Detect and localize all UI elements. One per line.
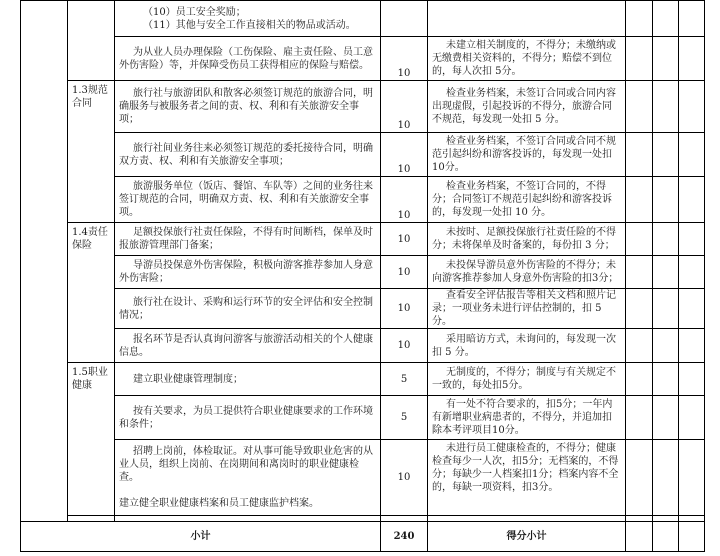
blank-cell: [653, 177, 679, 223]
blank-cell: [679, 396, 705, 440]
blank-cell: [653, 396, 679, 440]
blank-cell: [679, 522, 705, 552]
blank-cell: [626, 256, 653, 289]
score-cell: 10: [381, 329, 428, 363]
criteria-cell: 旅游服务单位（饭店、餐馆、车队等）之间的业务往来签订规范的合同，明确双方责、权、利和有关旅游安全事项。: [115, 177, 381, 223]
blank-cell: [626, 81, 653, 133]
method-cell: 检查业务档案，不签订合同或合同不规范引起纠纷和游客投诉的，每发现一处扣10分。: [428, 133, 626, 177]
blank-cell: [679, 256, 705, 289]
blank-cell: [626, 223, 653, 256]
blank-cell: [626, 177, 653, 223]
table-row: [21, 133, 705, 177]
method-cell: 未投保导游员意外伤害险的不得分；未向游客推荐参加人身意外伤害险的扣3分；: [428, 256, 626, 289]
method-cell: 未进行员工健康检查的，不得分；健康检查每少一人次，扣5分；无档案的，不得分；每缺少一人档案扣1分；档案内容不全的，每缺一项资料，扣3分。: [428, 440, 626, 516]
blank-cell: [653, 329, 679, 363]
table-row: [21, 177, 705, 223]
criteria-cell: 为从业人员办理保险（工伤保险、雇主责任险、员工意外伤害险）等，并保障受伤员工获得相应的保险与赔偿。: [115, 37, 381, 81]
blank-cell: [626, 37, 653, 81]
subtotal-score: 240: [381, 522, 428, 552]
blank-cell: [679, 37, 705, 81]
safety-evaluation-table: [20, 0, 705, 552]
criteria-cell: 招聘上岗前，体检取证。对从事可能导致职业危害的从业人员，组织上岗前、在岗期间和离岗时的职业健康检查。 建立健全职业健康档案和员工健康监护档案。: [115, 440, 381, 516]
blank-cell: [653, 223, 679, 256]
criteria-cell: 旅行社与旅游团队和散客必须签订规范的旅游合同，明确服务与被服务者之间的责、权、利和有关旅游安全事项；: [115, 81, 381, 133]
table-row: [21, 396, 705, 440]
score-cell: [381, 1, 428, 37]
criteria-cell: 建立职业健康管理制度；: [115, 363, 381, 396]
table-row: [21, 81, 705, 133]
blank-cell: [626, 396, 653, 440]
blank-cell: [626, 363, 653, 396]
blank-cell: [653, 1, 679, 37]
blank-cell: [679, 440, 705, 516]
table-row: [21, 329, 705, 363]
blank-cell: [679, 133, 705, 177]
blank-cell: [653, 440, 679, 516]
section-cell: 1.4责任保险: [68, 223, 115, 363]
blank-cell: [679, 1, 705, 37]
table-row: [21, 363, 705, 396]
criteria-cell: 旅行社间业务往来必须签订规范的委托接待合同，明确双方责、权、利和有关旅游安全事项；: [115, 133, 381, 177]
score-cell: 10: [381, 440, 428, 516]
criteria-cell: 报名环节是否认真询问游客与旅游活动相关的个人健康信息。: [115, 329, 381, 363]
criteria-cell: 旅行社在设计、采购和运行环节的安全评估和安全控制情况；: [115, 289, 381, 329]
method-cell: 查看安全评估报告等相关文档和照片记录；一项业务未进行评估控制的，扣 5 分。: [428, 289, 626, 329]
blank-cell: [679, 329, 705, 363]
criteria-cell: 足额投保旅行社责任保险，不得有时间断档，保单及时报旅游管理部门备案；: [115, 223, 381, 256]
subtotal-row: [21, 522, 705, 552]
criteria-cell: 导游员投保意外伤害保险，积极向游客推荐参加人身意外伤害险；: [115, 256, 381, 289]
blank-cell: [679, 363, 705, 396]
criteria-cell: （10）员工安全奖励； （11）其他与安全工作直接相关的物品或活动。: [115, 1, 381, 37]
blank-cell: [653, 81, 679, 133]
score-cell: 10: [381, 177, 428, 223]
blank-cell: [653, 256, 679, 289]
table-row: [21, 1, 705, 37]
blank-cell: [653, 522, 679, 552]
blank-cell: [679, 289, 705, 329]
score-cell: 10: [381, 289, 428, 329]
table-row: [21, 37, 705, 81]
method-cell: 未建立相关制度的，不得分；未缴纳或无缴费相关资料的，不得分；赔偿不到位的，每人次扣 5分。: [428, 37, 626, 81]
score-cell: 10: [381, 223, 428, 256]
blank-cell: [679, 177, 705, 223]
category-cell: [21, 1, 68, 522]
blank-cell: [626, 133, 653, 177]
subtotal-label: 小计: [21, 522, 381, 552]
method-cell: 检查业务档案，不签订合同的，不得分；合同签订不规范引起纠纷和游客投诉的，每发现一处扣 10 分。: [428, 177, 626, 223]
blank-cell: [626, 1, 653, 37]
section-cell: 1.5职业健康: [68, 363, 115, 516]
score-cell: 10: [381, 133, 428, 177]
table-row: [21, 289, 705, 329]
score-cell: 5: [381, 396, 428, 440]
blank-cell: [626, 329, 653, 363]
method-cell: 采用暗访方式，未询问的，每发现一次扣 5 分。: [428, 329, 626, 363]
blank-cell: [679, 223, 705, 256]
score-cell: 5: [381, 363, 428, 396]
blank-cell: [626, 440, 653, 516]
table-row: [21, 256, 705, 289]
section-cell: 1.3规范合同: [68, 81, 115, 223]
blank-cell: [626, 522, 653, 552]
section-cell: [68, 1, 115, 81]
method-cell: 有一处不符合要求的，扣5分；一年内有新增职业病患者的，不得分，并追加扣除本考评项目10分。: [428, 396, 626, 440]
method-cell: 未按时、足额投保旅行社责任险的不得分；未将保单及时备案的，每份扣 3 分；: [428, 223, 626, 256]
table-row: [21, 440, 705, 516]
score-cell: 10: [381, 81, 428, 133]
blank-cell: [653, 363, 679, 396]
blank-cell: [626, 289, 653, 329]
method-cell: [428, 1, 626, 37]
blank-cell: [679, 81, 705, 133]
score-cell: 10: [381, 37, 428, 81]
table-row: [21, 223, 705, 256]
blank-cell: [653, 289, 679, 329]
criteria-cell: 按有关要求，为员工提供符合职业健康要求的工作环境和条件；: [115, 396, 381, 440]
blank-cell: [653, 37, 679, 81]
blank-cell: [653, 133, 679, 177]
score-subtotal-label: 得分小计: [428, 522, 626, 552]
score-cell: 10: [381, 256, 428, 289]
method-cell: 无制度的，不得分；制度与有关规定不一致的，每处扣5分。: [428, 363, 626, 396]
method-cell: 检查业务档案，未签订合同或合同内容出现虚假，引起投诉的不得分，旅游合同不规范，每发现一处扣 5 分。: [428, 81, 626, 133]
